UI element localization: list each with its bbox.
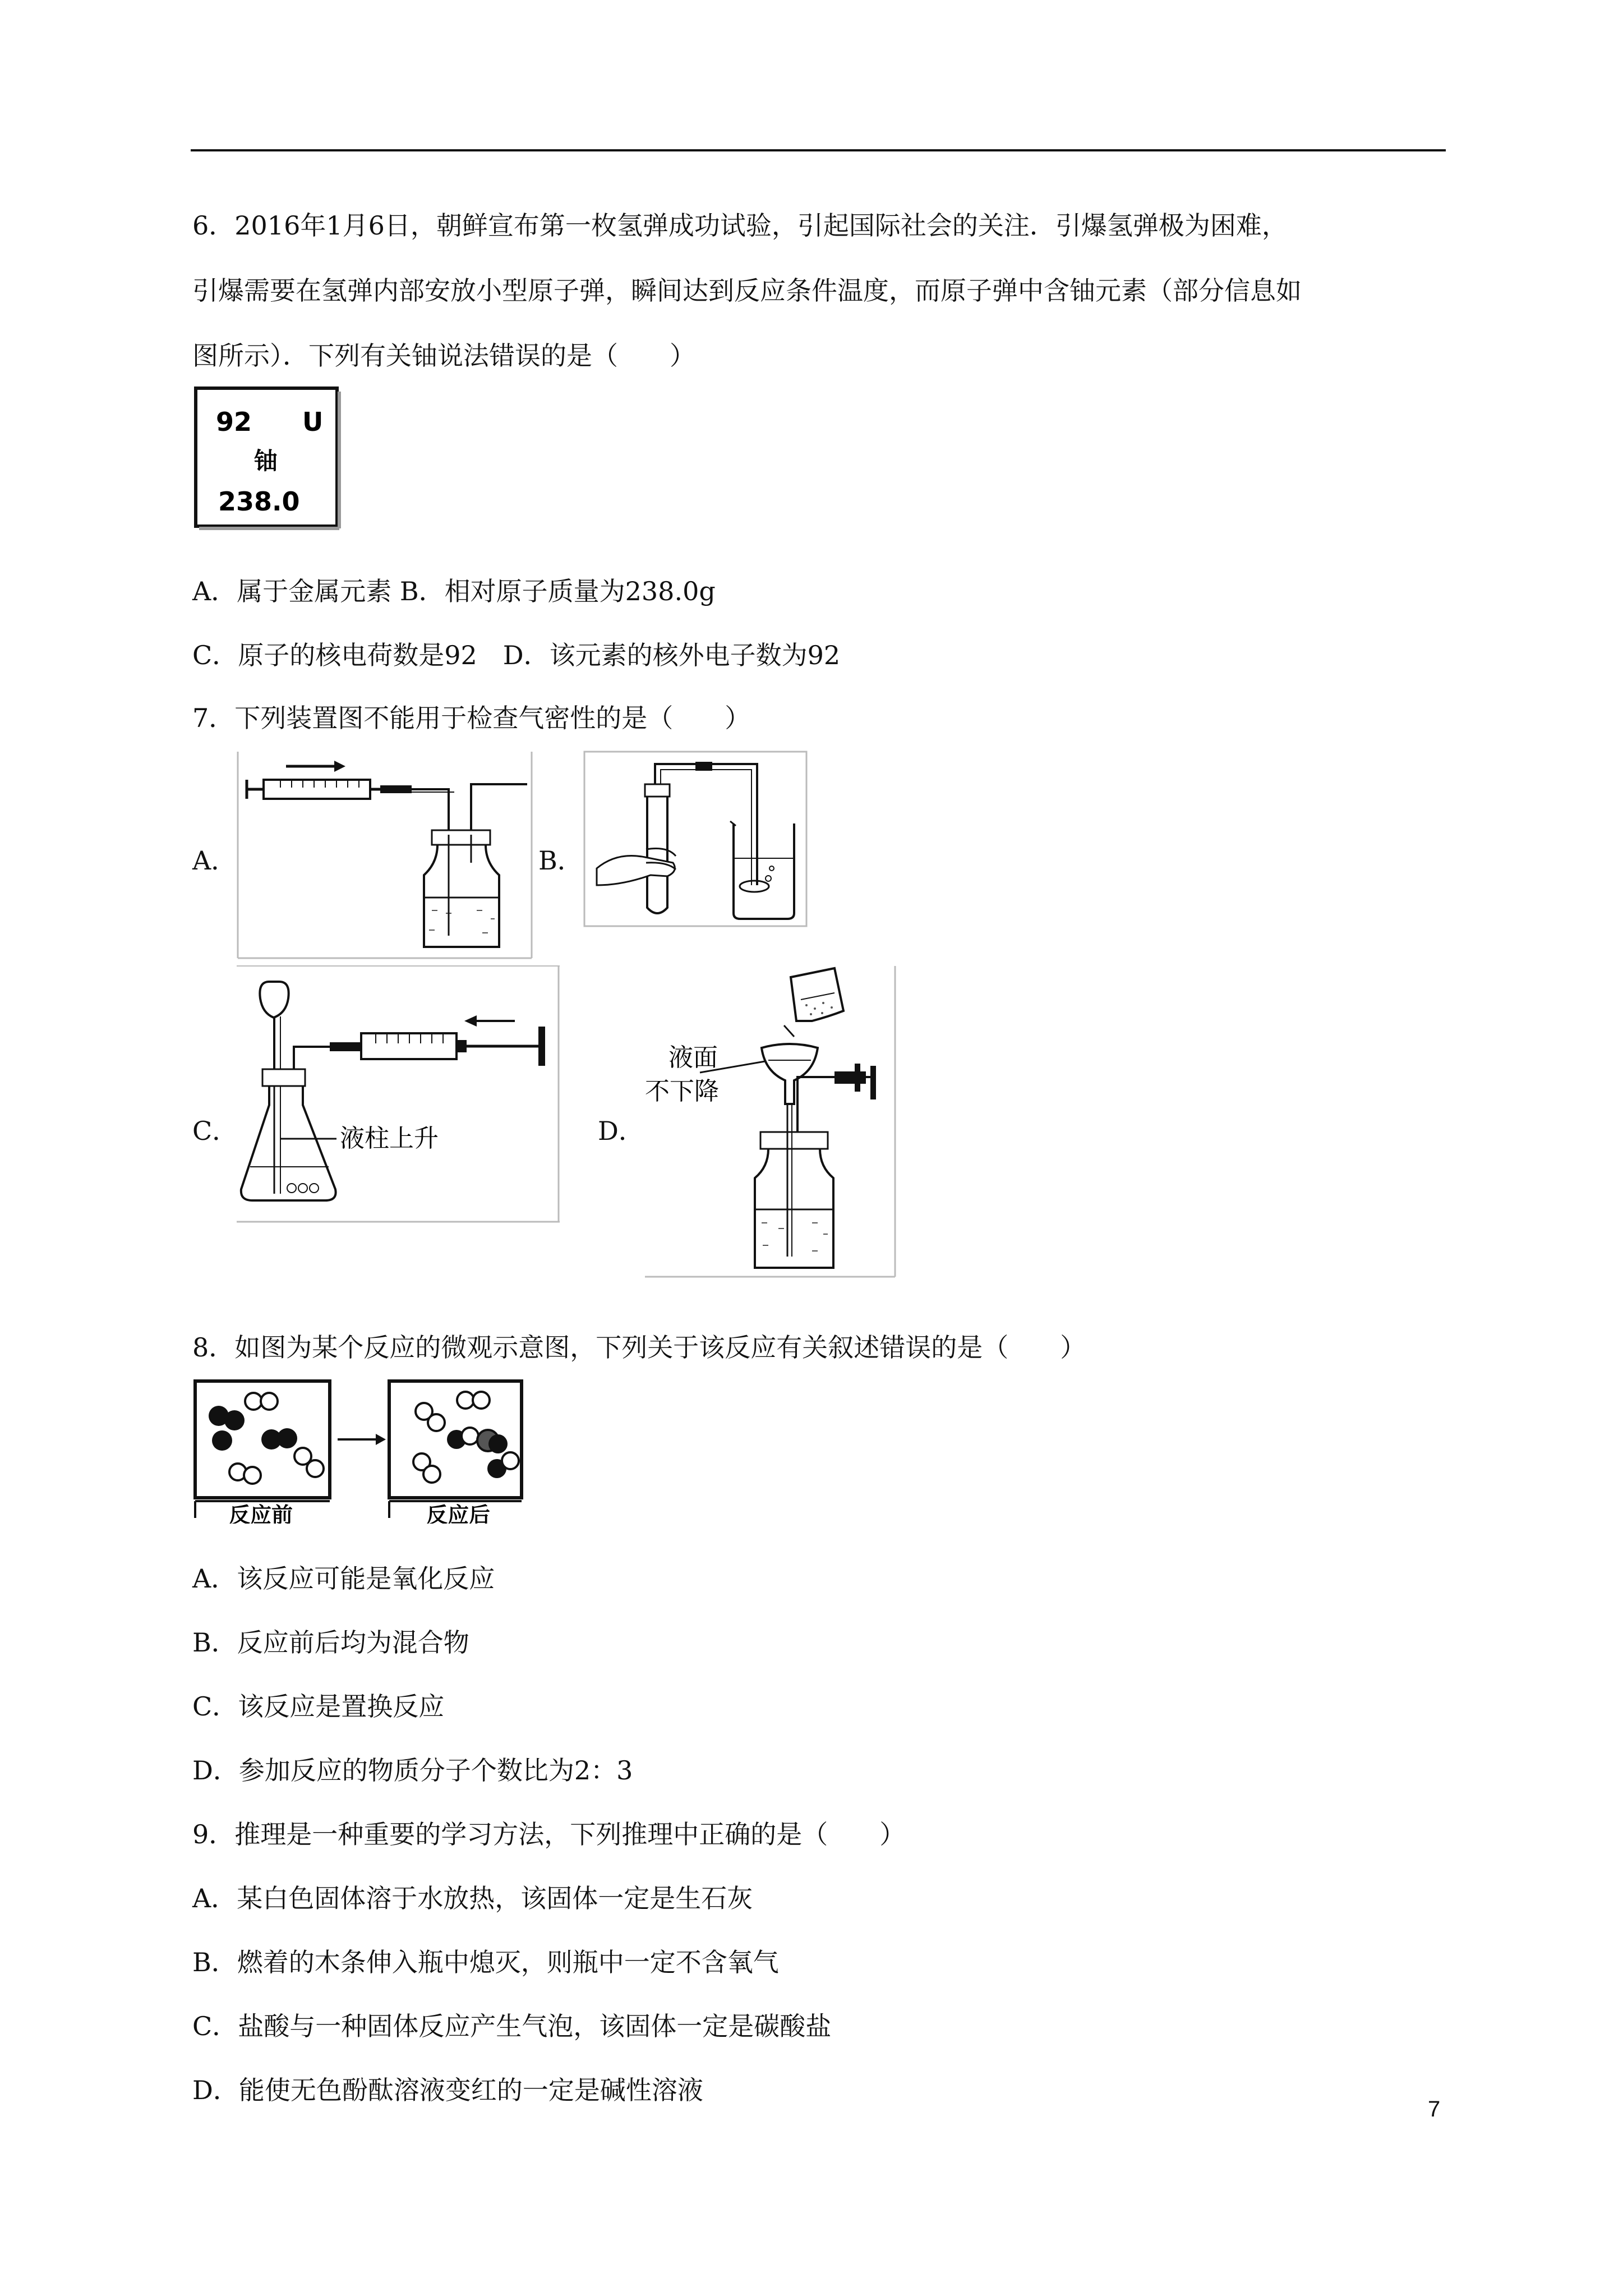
figure-d-label-line-1: 液面 [668,1043,718,1072]
q7-label-d: D． [598,1116,644,1146]
q6-option-line-1: A．属于金属元素 B．相对原子质量为238.0g [192,576,716,606]
q9-option-c: C．盐酸与一种固体反应产生气泡，该固体一定是碳酸盐 [192,2011,832,2041]
q6-stem-line-2: 引爆需要在氢弹内部安放小型原子弹，瞬间达到反应条件温度，而原子弹中含铀元素（部分信息如 [192,275,1302,306]
apparatus-b-test-tube-beaker [583,751,808,927]
element-card-figure [192,385,345,532]
before-label: 反应前 [229,1503,293,1524]
element-atomic-mass: 238.0 [218,486,300,517]
apparatus-c-flask-syringe [236,965,561,1223]
q7-stem: 7．下列装置图不能用于检查气密性的是（ ） [192,703,751,733]
q9-stem: 9．推理是一种重要的学习方法，下列推理中正确的是（ ） [192,1819,906,1849]
element-name: 铀 [254,447,278,475]
q6-stem-line-1: 6．2016年1月6日，朝鲜宣布第一枚氢弹成功试验，引起国际社会的关注．引爆氢弹极为困难， [192,210,1288,241]
q9-option-d: D．能使无色酚酞溶液变红的一定是碱性溶液 [192,2075,703,2105]
after-label: 反应后 [426,1503,491,1524]
apparatus-d-funnel-bottle [644,965,897,1279]
q8-stem: 8．如图为某个反应的微观示意图，下列关于该反应有关叙述错误的是（ ） [192,1332,1086,1363]
q7-label-a: A． [192,845,237,876]
figure-c-label: 液柱上升 [340,1124,439,1153]
page-number: 7 [1428,2097,1441,2122]
header-rule [191,149,1446,151]
figure-d-label-line-2: 不下降 [645,1077,719,1106]
q7-label-b: B． [538,845,583,876]
q8-option-a: A．该反应可能是氧化反应 [192,1563,495,1594]
q9-option-b: B．燃着的木条伸入瓶中熄灭，则瓶中一定不含氧气 [192,1947,779,1977]
reaction-micro-diagram [191,1378,527,1524]
element-atomic-number: 92 [216,407,252,437]
q8-option-c: C．该反应是置换反应 [192,1691,445,1722]
apparatus-a-syringe-bottle [236,751,533,959]
q8-option-b: B．反应前后均为混合物 [192,1627,469,1658]
q9-option-a: A．某白色固体溶于水放热，该固体一定是生石灰 [192,1883,753,1913]
element-symbol: U [302,407,324,437]
q6-option-line-2: C．原子的核电荷数是92 D．该元素的核外电子数为92 [192,640,841,670]
q8-option-d: D．参加反应的物质分子个数比为2：3 [192,1755,633,1786]
q6-stem-line-3: 图所示）．下列有关铀说法错误的是（ ） [192,341,695,371]
q7-label-c: C． [192,1116,238,1146]
